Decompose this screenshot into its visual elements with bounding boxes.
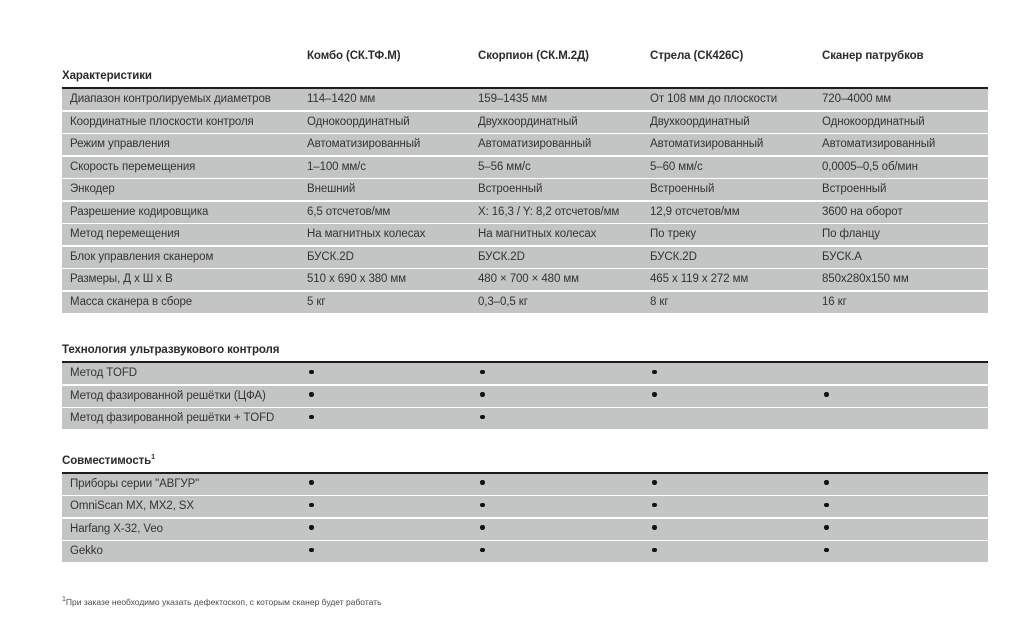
row-value: 8 кг (650, 295, 669, 308)
row-value: 0,0005–0,5 об/мин (822, 160, 918, 173)
row-value (822, 474, 988, 495)
bullet-icon (824, 503, 829, 508)
row-label: Энкодер (70, 183, 115, 195)
bullet-icon (824, 392, 829, 397)
row-label: Диапазон контролируемых диаметров (70, 93, 271, 105)
row-value: На магнитных колесах (307, 228, 426, 240)
row-label: Скорость перемещения (70, 160, 196, 173)
row-value (307, 386, 478, 407)
row-value: Встроенный (822, 183, 887, 195)
column-header-patrubki: Сканер патрубков (822, 50, 924, 62)
row-value: 465 x 119 x 272 мм (650, 273, 749, 285)
table-row (62, 519, 988, 540)
bullet-icon (309, 480, 314, 485)
bullet-icon (309, 415, 314, 420)
row-value: По фланцу (822, 228, 880, 240)
row-label: Метод TOFD (70, 367, 138, 379)
row-value: X: 16,3 / Y: 8,2 отсчетов/мм (478, 205, 620, 218)
row-label: Масса сканера в сборе (70, 295, 193, 308)
row-value: 5–60 мм/с (650, 160, 703, 173)
row-value: Внешний (307, 183, 356, 195)
row-value: Двухкоординатный (650, 115, 750, 128)
row-value (478, 496, 650, 517)
footnote (62, 597, 988, 607)
table-row (62, 408, 988, 429)
table-row (62, 474, 988, 495)
row-value (478, 363, 650, 384)
row-label: Gekko (70, 545, 103, 557)
bullet-icon (480, 503, 485, 508)
row-value (650, 541, 822, 562)
row-value (478, 474, 650, 495)
table-row (62, 89, 988, 110)
row-value: Автоматизированный (650, 138, 764, 150)
section-title: Технология ультразвукового контроля (62, 344, 280, 356)
row-value (822, 496, 988, 517)
section-title: Совместимость$^1$ (62, 453, 155, 467)
row-value (478, 386, 650, 407)
row-value (478, 519, 650, 540)
row-value: Встроенный (478, 183, 543, 195)
bullet-icon (480, 525, 485, 530)
bullet-icon (824, 548, 829, 553)
row-value (307, 541, 478, 562)
bullet-icon (652, 370, 657, 375)
row-value (822, 386, 988, 407)
section-title: Характеристики (62, 70, 152, 82)
row-value: По треку (650, 228, 697, 240)
column-header-strela: Стрела (СК426С) (650, 50, 744, 62)
table-row (62, 541, 988, 562)
row-value: 510 x 690 x 380 мм (307, 273, 407, 285)
row-value: 159–1435 мм (478, 93, 548, 105)
row-value: На магнитных колесах (478, 228, 597, 240)
bullet-icon (824, 525, 829, 530)
row-value (307, 408, 478, 429)
row-value: БУСК.2D (478, 250, 525, 263)
row-value: 5–56 мм/с (478, 160, 531, 173)
row-value (650, 519, 822, 540)
row-label: Координатные плоскости контроля (70, 115, 254, 128)
row-value: 1–100 мм/с (307, 160, 366, 173)
row-value: БУСК.2D (307, 250, 354, 263)
bullet-icon (309, 392, 314, 397)
row-value (307, 496, 478, 517)
row-value (650, 386, 822, 407)
row-value: Автоматизированный (478, 138, 592, 150)
row-value (307, 474, 478, 495)
row-value: 480 × 700 × 480 мм (478, 273, 579, 285)
row-value: 0,3–0,5 кг (478, 295, 528, 308)
row-value (822, 408, 988, 429)
row-value: 12,9 отсчетов/мм (650, 205, 740, 218)
row-label: Приборы серии "АВГУР" (70, 477, 200, 490)
section-2 (62, 455, 988, 563)
bullet-icon (309, 370, 314, 375)
section-rows (62, 472, 988, 563)
row-label: Метод фазированной решётки (ЦФА) (70, 389, 266, 402)
section-rows (62, 361, 988, 429)
bullet-icon (309, 503, 314, 508)
bullet-icon (480, 480, 485, 485)
row-value: 3600 на оборот (822, 205, 903, 218)
row-value (650, 474, 822, 495)
column-header-spacer (62, 50, 307, 62)
column-header-row (62, 50, 988, 62)
row-label: Метод фазированной решётки + TOFD (70, 412, 275, 424)
bullet-icon (480, 548, 485, 553)
column-header-skorpion: Скорпион (СК.М.2Д) (478, 50, 589, 62)
row-label: Метод перемещения (70, 228, 180, 240)
row-value (478, 408, 650, 429)
row-value (307, 363, 478, 384)
bullet-icon (480, 392, 485, 397)
row-label: Режим управления (70, 138, 170, 150)
bullet-icon (309, 525, 314, 530)
row-value: 16 кг (822, 295, 847, 308)
row-value: Встроенный (650, 183, 715, 195)
row-value: БУСК.2D (650, 250, 697, 263)
bullet-icon (824, 480, 829, 485)
footnote-text: При заказе необходимо указать дефектоскоп, с которым сканер будет работать (65, 597, 382, 607)
row-value (307, 519, 478, 540)
bullet-icon (480, 415, 485, 420)
row-value: 5 кг (307, 295, 326, 308)
table-row (62, 134, 988, 155)
table-row (62, 179, 988, 200)
row-value (478, 541, 650, 562)
row-value: БУСК.А (822, 250, 862, 263)
row-value: 114–1420 мм (307, 93, 376, 105)
section-0 (62, 70, 988, 313)
row-label: OmniScan MX, MX2, SX (70, 500, 194, 512)
table-row (62, 247, 988, 268)
table-row (62, 269, 988, 290)
bullet-icon (309, 548, 314, 553)
row-value (650, 408, 822, 429)
row-label: Разрешение кодировщика (70, 205, 209, 218)
bullet-icon (480, 370, 485, 375)
footnote-sup: 1 (62, 596, 66, 604)
row-value: 6,5 отсчетов/мм (307, 205, 391, 218)
row-label: Размеры, Д х Ш х В (70, 273, 173, 285)
bullet-icon (652, 548, 657, 553)
row-value: Автоматизированный (822, 138, 936, 150)
row-value: Однокоординатный (307, 115, 410, 128)
table-row (62, 363, 988, 384)
sections (62, 70, 988, 562)
section-title-sup: 1 (151, 453, 155, 461)
bullet-icon (652, 392, 657, 397)
row-value (822, 519, 988, 540)
row-value (822, 541, 988, 562)
table-row (62, 292, 988, 313)
table-row (62, 112, 988, 133)
row-value (650, 496, 822, 517)
row-value: От 108 мм до плоскости (650, 93, 778, 105)
row-label: Harfang X-32, Veo (70, 522, 163, 535)
row-value: Однокоординатный (822, 115, 925, 128)
row-value: 850x280x150 мм (822, 273, 909, 285)
row-value (822, 363, 988, 384)
table-row (62, 202, 988, 223)
section-1 (62, 344, 988, 429)
bullet-icon (652, 525, 657, 530)
row-label: Блок управления сканером (70, 250, 214, 263)
spec-sheet (62, 50, 988, 607)
table-row (62, 386, 988, 407)
row-value: Двухкоординатный (478, 115, 578, 128)
row-value: 720–4000 мм (822, 93, 892, 105)
table-row (62, 496, 988, 517)
table-row (62, 157, 988, 178)
column-header-kombo: Комбо (СК.ТФ.М) (307, 50, 401, 62)
bullet-icon (652, 480, 657, 485)
row-value (650, 363, 822, 384)
table-row (62, 224, 988, 245)
row-value: Автоматизированный (307, 138, 421, 150)
bullet-icon (652, 503, 657, 508)
section-rows (62, 87, 988, 313)
